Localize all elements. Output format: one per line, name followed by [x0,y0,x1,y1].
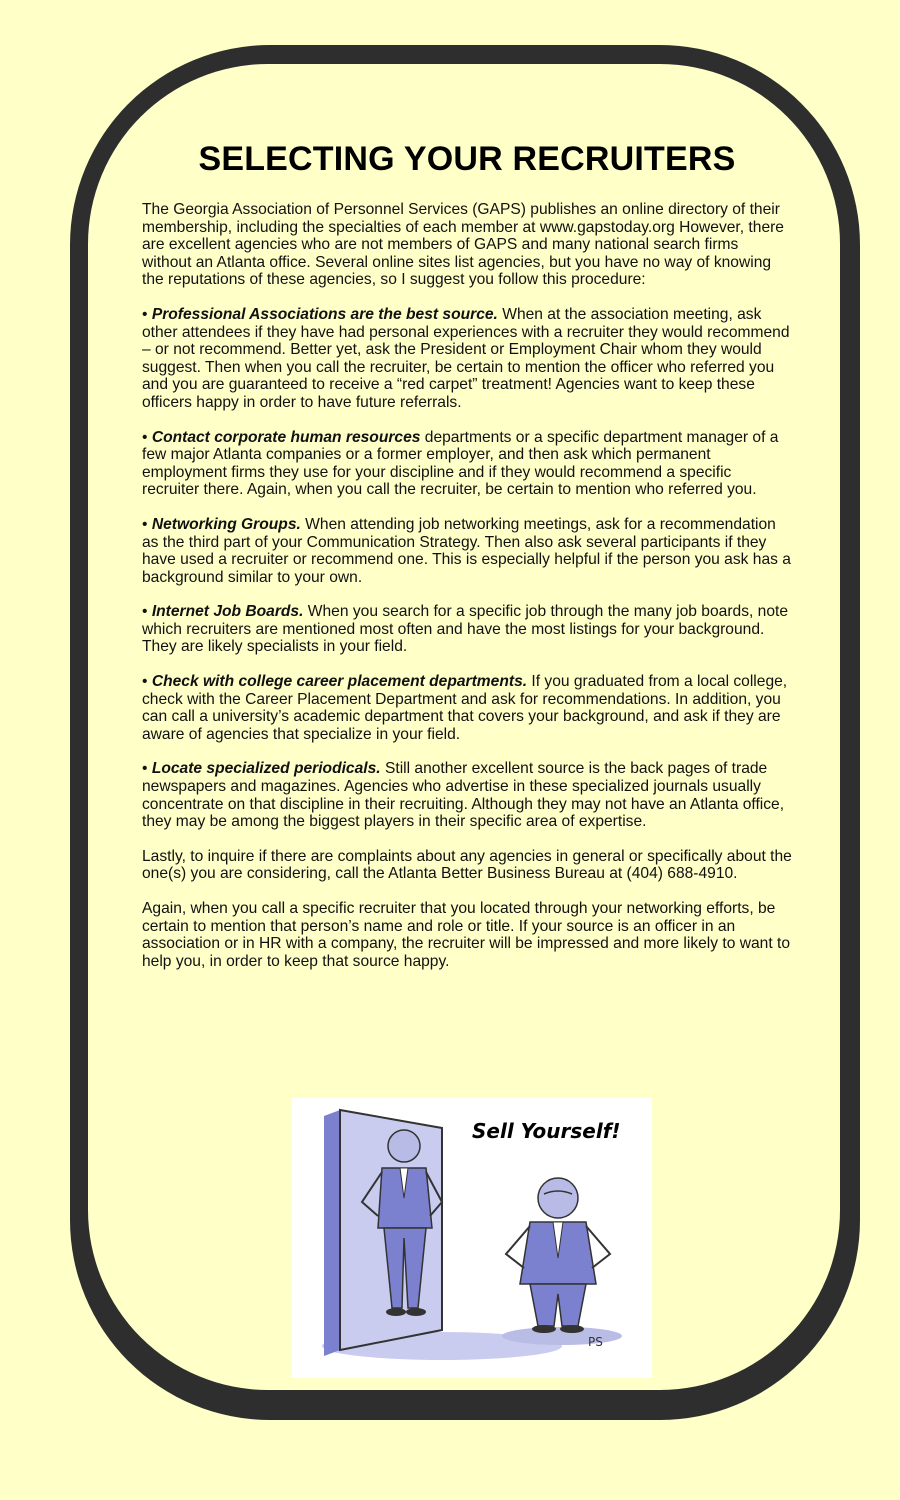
bullet: • [142,673,148,691]
bullet: • [142,603,148,621]
tip-heading: Check with college career placement departments. [151,673,528,691]
bullet: • [142,515,148,533]
tip-body: Still another excellent source is the back pages of trade newspapers and magazines. Agencies who advertise in these specialized journals usually concentrate on that discipline in their recruiting. Although they may not have an Atlanta office, they may be among the biggest players in their specific area of expertise. [142,760,785,831]
tip-specialized-periodicals [142,760,792,830]
tip-heading: Contact corporate human resources [151,428,421,446]
tip-networking-groups [142,516,792,586]
closing-paragraph-bbb: Lastly, to inquire if there are complaints about any agencies in general or specifically about the one(s) you are considering, call the Atlanta Better Business Bureau at (404) 688-4910. [142,847,792,883]
page-title: SELECTING YOUR RECRUITERS [198,140,736,178]
tip-internet-job-boards [142,603,792,656]
tip-heading: Professional Associations are the best source. [151,305,498,323]
tip-corporate-hr [142,429,792,499]
tip-body: departments or a specific department manager of a few major Atlanta companies or a former employer, and then ask which permanent employment firms they use for your discipline and if they would recommend a specific recruiter there. Again, when you call the recruiter, be certain to mention who referred you. [142,428,779,499]
illustration-caption: Sell Yourself! [472,1119,621,1143]
tip-heading: Internet Job Boards. [151,603,304,621]
tip-heading: Locate specialized periodicals. [151,760,381,778]
tip-professional-associations [142,306,792,412]
artist-signature: PS [588,1335,603,1349]
tip-body: When at the association meeting, ask other attendees if they have had personal experiences with a recruiter they would recommend – or not recommend. Better yet, ask the President or Employment Chair whom they would suggest. Then when you call the recruiter, be certain to mention the officer who referred you and you are guaranteed to receive a “red carpet” treatment! Agencies want to keep these officers happy in order to have future referrals. [142,305,790,411]
tip-body: When attending job networking meetings, ask for a recommendation as the third part of your Communication Strategy. Then also ask several participants if they have used a recruiter or recommend one. This is especially helpful if the person you ask has a background similar to your own. [142,515,791,586]
closing-paragraph-referral: Again, when you call a specific recruiter that you located through your networking efforts, be certain to mention that person’s name and role or title. If your source is an officer in an association or in HR with a company, the recruiter will be impressed and more likely to want to help you, in order to keep that source happy. [142,900,790,970]
cartoon-figure [292,1098,652,1378]
article [142,140,792,987]
tip-college-placement [142,673,792,743]
tip-heading: Networking Groups. [151,515,301,533]
tip-body: When you search for a specific job through the many job boards, note which recruiters are mentioned most often and have the most listings for your background. They are likely specialists in your field. [142,603,789,656]
businessman-figure [506,1178,610,1333]
tip-body: If you graduated from a local college, check with the Career Placement Department and ask for recommendations. In addition, you can call a university’s academic department that covers your background, and ask if they are aware of agencies that specialize in your field. [142,673,788,743]
sell-yourself-illustration [292,1098,652,1378]
bullet: • [142,305,148,323]
mirror-frame-side [324,1110,340,1356]
intro-paragraph: The Georgia Association of Personnel Services (GAPS) publishes an online directory of their membership, including the specialties of each member at www.gapstoday.org However, there are excellent agencies who are not members of GAPS and many national search firms without an Atlanta office. Several online sites list agencies, but you have no way of knowing the reputations of these agencies, so I suggest you follow this procedure: [142,201,784,289]
bullet: • [142,760,148,778]
bullet: • [142,428,148,446]
